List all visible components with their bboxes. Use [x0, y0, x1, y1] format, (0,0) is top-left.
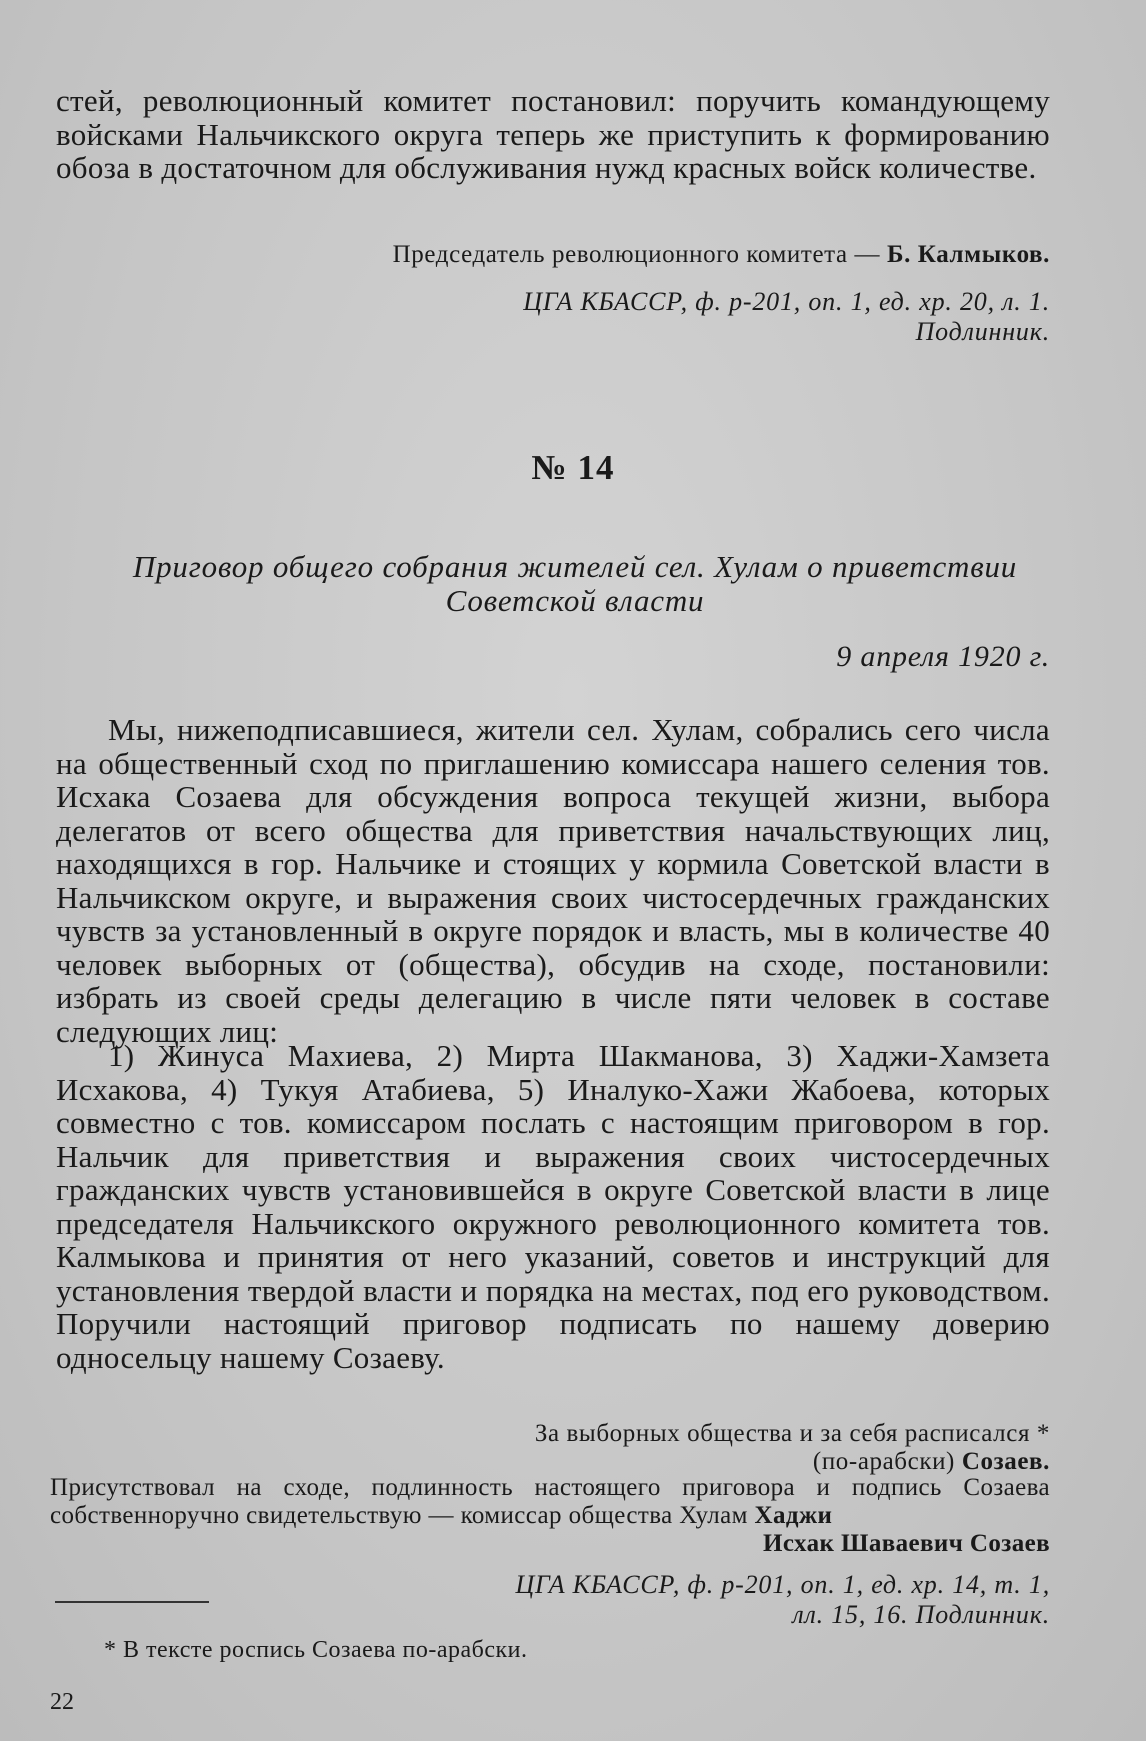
- final-source-line1: ЦГА КБАССР, ф. р-201, оп. 1, ед. хр. 14, т. 1,: [515, 1570, 1050, 1599]
- footnote-divider: [55, 1601, 209, 1603]
- intro-signature-role: Председатель революционного комитета —: [392, 241, 887, 268]
- attestation-name-part2: Исхак Шаваевич Созаев: [763, 1530, 1050, 1557]
- signature-line2: [56, 1448, 1050, 1476]
- intro-source: [56, 287, 1050, 347]
- footnote: * В тексте роспись Созаева по-арабски.: [104, 1637, 528, 1663]
- intro-signature-name: Б. Калмыков.: [886, 241, 1050, 268]
- document-title: Приговор общего собрания жителей сел. Хулам о приветствии Советской власти: [132, 549, 1018, 618]
- page-number: 22: [50, 1689, 74, 1715]
- signature-line1: За выборных общества и за себя расписался *: [534, 1420, 1050, 1447]
- body-paragraph-2: 1) Жинуса Махиева, 2) Мирта Шакманова, 3) Хаджи-Хамзета Исхакова, 4) Тукуя Атабиева, 5) Иналуко-Хажи Жабоева, которых совместно с тов. комиссаром послать с настоящим приговором в гор. Нальчик для приветствия и выражения своих чистосердечных гражданских чувств установившейся в округе Советской власти в лице председателя Нальчикского окружного революционного комитета тов. Калмыкова и принятия от него указаний, советов и инструкций для установления твердой власти и порядка на местах, под его руководством. Поручили настоящий приговор подписать по нашему доверию односельцу нашему Созаеву.: [56, 1038, 1050, 1375]
- signature-name: Созаев.: [961, 1448, 1050, 1475]
- attestation-name-part1: Хаджи: [754, 1502, 833, 1529]
- intro-source-line1: ЦГА КБАССР, ф. р-201, оп. 1, ед. хр. 20, л. 1.: [523, 287, 1050, 316]
- signature-block: [56, 1420, 1050, 1476]
- final-source-line2: лл. 15, 16. Подлинник.: [792, 1600, 1050, 1629]
- document-date: 9 апреля 1920 г.: [836, 640, 1050, 673]
- final-source: [56, 1570, 1050, 1630]
- body-paragraph-1: Мы, нижеподписавшиеся, жители сел. Хулам, собрались сего числа на общественный сход по приглашению комиссара нашего селения тов. Исхака Созаева для обсуждения вопроса текущей жизни, выбора делегатов от всего общества для приветствия начальствующих лиц, находящихся в гор. Нальчике и стоящих у кормила Советской власти в Нальчикском округе, и выражения своих чистосердечных гражданских чувств за установленный в округе порядок и власть, мы в количестве 40 человек выборных от (общества), обсудив на сходе, постановили: избрать из своей среды делегацию в числе пяти человек в составе следующих лиц:: [56, 712, 1050, 1049]
- signature-note: (по-арабски): [812, 1448, 962, 1475]
- intro-source-line2: Подлинник.: [915, 317, 1050, 346]
- intro-paragraph: стей, революционный комитет постановил: поручить командующему войсками Нальчикского округа теперь же приступить к формированию обоза в достаточном для обслуживания нужд красных войск количестве.: [56, 83, 1050, 185]
- attestation-text: Присутствовал на сходе, подлинность настоящего приговора и подпись Созаева собственноручно свидетельствую — комиссар общества Хулам: [50, 1474, 1050, 1529]
- document-number: № 14: [531, 448, 615, 487]
- intro-signature: [56, 241, 1050, 269]
- attestation: [50, 1474, 1050, 1558]
